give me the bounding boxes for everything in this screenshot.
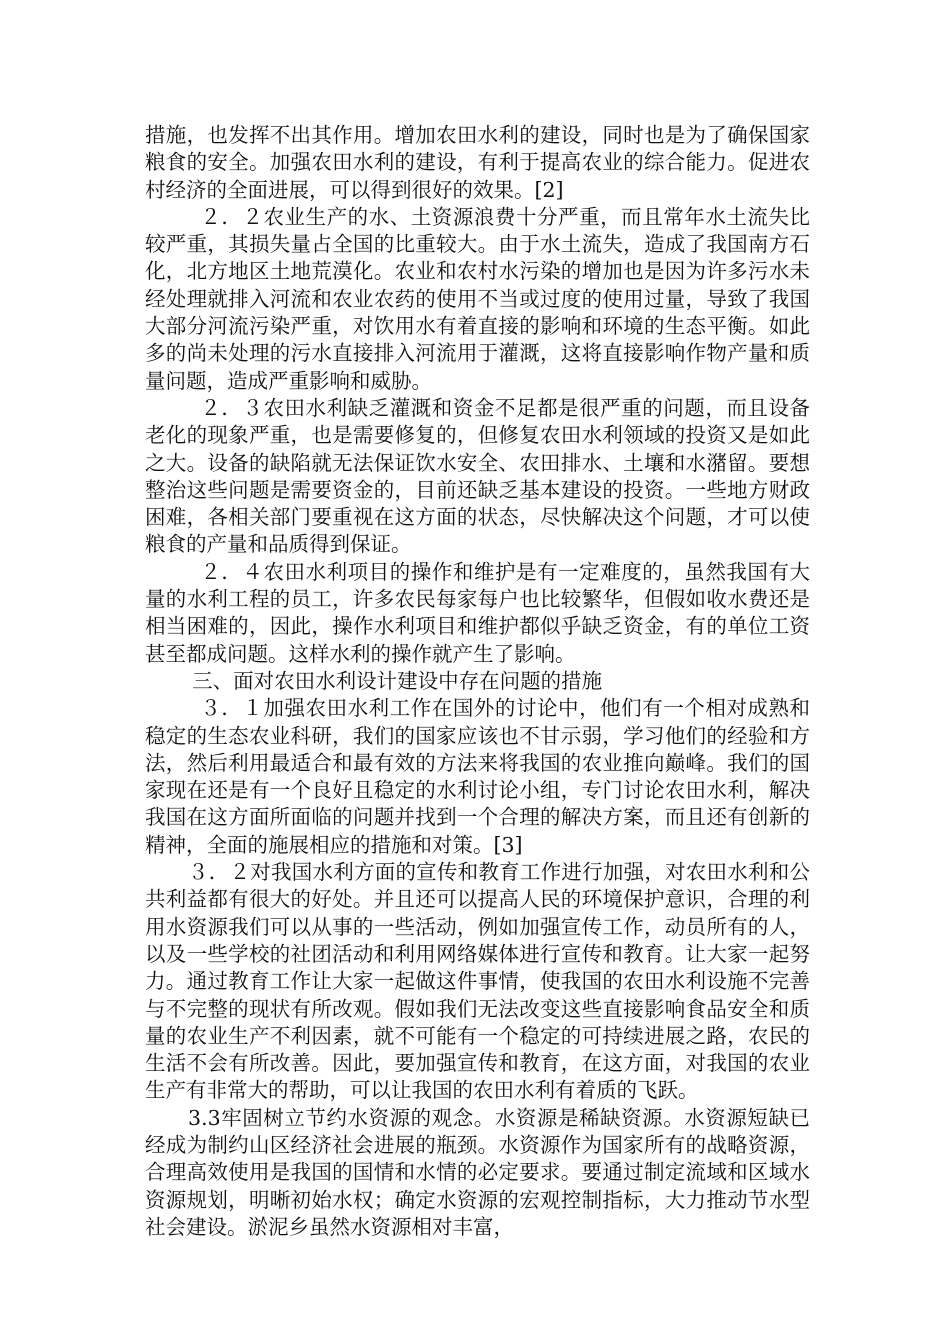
paragraph-3-3: 3.3牢固树立节约水资源的观念。水资源是稀缺资源。水资源短缺已经成为制约山区经济社会进展的瓶颈。水资源作为国家所有的战略资源，合理高效使用是我国的国情和水情的必定要求。要通过制定流域和区域水资源规划，明晰初始水权；确定水资源的宏观控制指标，大力推动节水型社会建设。淤泥乡虽然水资源相对丰富， (145, 1105, 810, 1239)
paragraph-2-3: ２．３农田水利缺乏灌溉和资金不足都是很严重的问题，而且设备老化的现象严重，也是需要修复的，但修复农田水利领域的投资又是如此之大。设备的缺陷就无法保证饮水安全、农田排水、土壤和水潴留。要想整治这些问题是需要资金的，目前还缺乏基本建设的投资。一些地方财政困难，各相关部门要重视在这方面的状态，尽快解决这个问题，才可以使粮食的产量和品质得到保证。 (145, 395, 810, 557)
section-heading-3: 三、面对农田水利设计建设中存在问题的措施 (192, 668, 603, 693)
document-body (145, 122, 810, 1241)
paragraph-continuation: 措施，也发挥不出其作用。增加农田水利的建设，同时也是为了确保国家粮食的安全。加强农田水利的建设，有利于提高农业的综合能力。促进农村经济的全面进展，可以得到很好的效果。[2] (145, 123, 810, 202)
paragraph-2-2: ２．２农业生产的水、土资源浪费十分严重，而且常年水土流失比较严重，其损失量占全国的比重较大。由于水土流失，造成了我国南方石化，北方地区土地荒漠化。农业和农村水污染的增加也是因为许多污水未经处理就排入河流和农业农药的使用不当或过度的使用过量，导致了我国大部分河流污染严重，对饮用水有着直接的影响和环境的生态平衡。如此多的尚未处理的污水直接排入河流用于灌溉，这将直接影响作物产量和质量问题，造成严重影响和威胁。 (145, 204, 810, 393)
paragraph-3-1: ３．１加强农田水利工作在国外的讨论中，他们有一个相对成熟和稳定的生态农业科研，我们的国家应该也不甘示弱，学习他们的经验和方法，然后利用最适合和最有效的方法来将我国的农业推向巅峰。我们的国家现在还是有一个良好且稳定的水利讨论小组，专门讨论农田水利，解决我国在这方面所面临的问题并找到一个合理的解决方案，而且还有创新的精神，全面的施展相应的措施和对策。[3] (145, 696, 810, 857)
paragraph-2-4: ２．４农田水利项目的操作和维护是有一定难度的，虽然我国有大量的水利工程的员工，许多农民每家每户也比较繁华，但假如收水费还是相当困难的，因此，操作水利项目和维护都似乎缺乏资金，有的单位工资甚至都成问题。这样水利的操作就产生了影响。 (145, 559, 810, 666)
paragraph-3-2: ３．２对我国水利方面的宣传和教育工作进行加强，对农田水利和公共利益都有很大的好处。并且还可以提高人民的环境保护意识，合理的利用水资源我们可以从事的一些活动，例如加强宣传工作，动员所有的人，以及一些学校的社团活动和利用网络媒体进行宣传和教育。让大家一起努力。通过教育工作让大家一起做这件事情，使我国的农田水利设施不完善与不完整的现状有所改观。假如我们无法改变这些直接影响食品安全和质量的农业生产不利因素，就不可能有一个稳定的可持续进展之路，农民的生活不会有所改善。因此，要加强宣传和教育，在这方面，对我国的农业生产有非常大的帮助，可以让我国的农田水利有着质的飞跃。 (145, 860, 810, 1103)
